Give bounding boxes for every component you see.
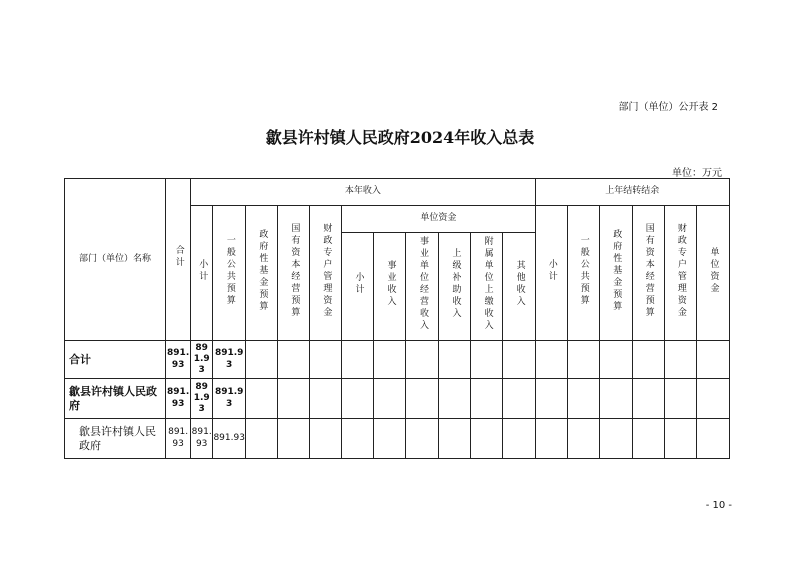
row-name: 合计 xyxy=(65,341,166,379)
header-state-capital: 国有资本经营预算 xyxy=(278,206,310,341)
header-co-gov-fund: 政府性基金预算 xyxy=(599,206,632,341)
row-name: 歙县许村镇人民政府 xyxy=(65,419,166,459)
header-unit-operating: 事业单位经营收入 xyxy=(406,233,439,341)
header-subtotal: 小计 xyxy=(191,206,213,341)
header-co-unit-funds: 单位资金 xyxy=(696,206,729,341)
header-other-income: 其他收入 xyxy=(503,233,535,341)
cell-general-budget: 891.93 xyxy=(213,419,246,459)
income-summary-table xyxy=(64,178,730,459)
table-row xyxy=(65,419,730,459)
header-unit-funds: 单位资金 xyxy=(342,206,535,233)
cell-subtotal: 891.93 xyxy=(191,419,213,459)
header-co-subtotal: 小计 xyxy=(535,206,567,341)
header-business-income: 事业收入 xyxy=(374,233,406,341)
header-gov-fund: 政府性基金预算 xyxy=(246,206,278,341)
header-co-fiscal-special: 财政专户管理资金 xyxy=(664,206,696,341)
header-dept: 部门（单位）名称 xyxy=(65,179,166,341)
header-co-state-capital: 国有资本经营预算 xyxy=(632,206,664,341)
cell-subtotal: 891.93 xyxy=(191,379,213,419)
header-superior-subsidy: 上级补助收入 xyxy=(439,233,471,341)
cell-total: 891.93 xyxy=(166,341,191,379)
header-unit-subtotal: 小计 xyxy=(342,233,374,341)
table-row xyxy=(65,379,730,419)
header-co-general-budget: 一般公共预算 xyxy=(567,206,599,341)
table-row xyxy=(65,341,730,379)
header-general-budget: 一般公共预算 xyxy=(213,206,246,341)
header-total: 合计 xyxy=(166,179,191,341)
header-affiliated: 附属单位上缴收入 xyxy=(471,233,503,341)
form-number: 部门（单位）公开表 2 xyxy=(618,102,718,113)
cell-general-budget: 891.93 xyxy=(213,379,246,419)
header-this-year: 本年收入 xyxy=(191,179,535,206)
page-title: 歙县许村镇人民政府2024年收入总表 xyxy=(265,128,535,147)
cell-subtotal: 891.93 xyxy=(191,341,213,379)
row-name: 歙县许村镇人民政府 xyxy=(65,379,166,419)
unit-label: 单位：万元 xyxy=(672,168,722,179)
cell-general-budget: 891.93 xyxy=(213,341,246,379)
header-carryover: 上年结转结余 xyxy=(535,179,729,206)
cell-total: 891.93 xyxy=(166,419,191,459)
page-number: - 10 - xyxy=(705,500,732,511)
cell-total: 891.93 xyxy=(166,379,191,419)
header-fiscal-special: 财政专户管理资金 xyxy=(310,206,342,341)
